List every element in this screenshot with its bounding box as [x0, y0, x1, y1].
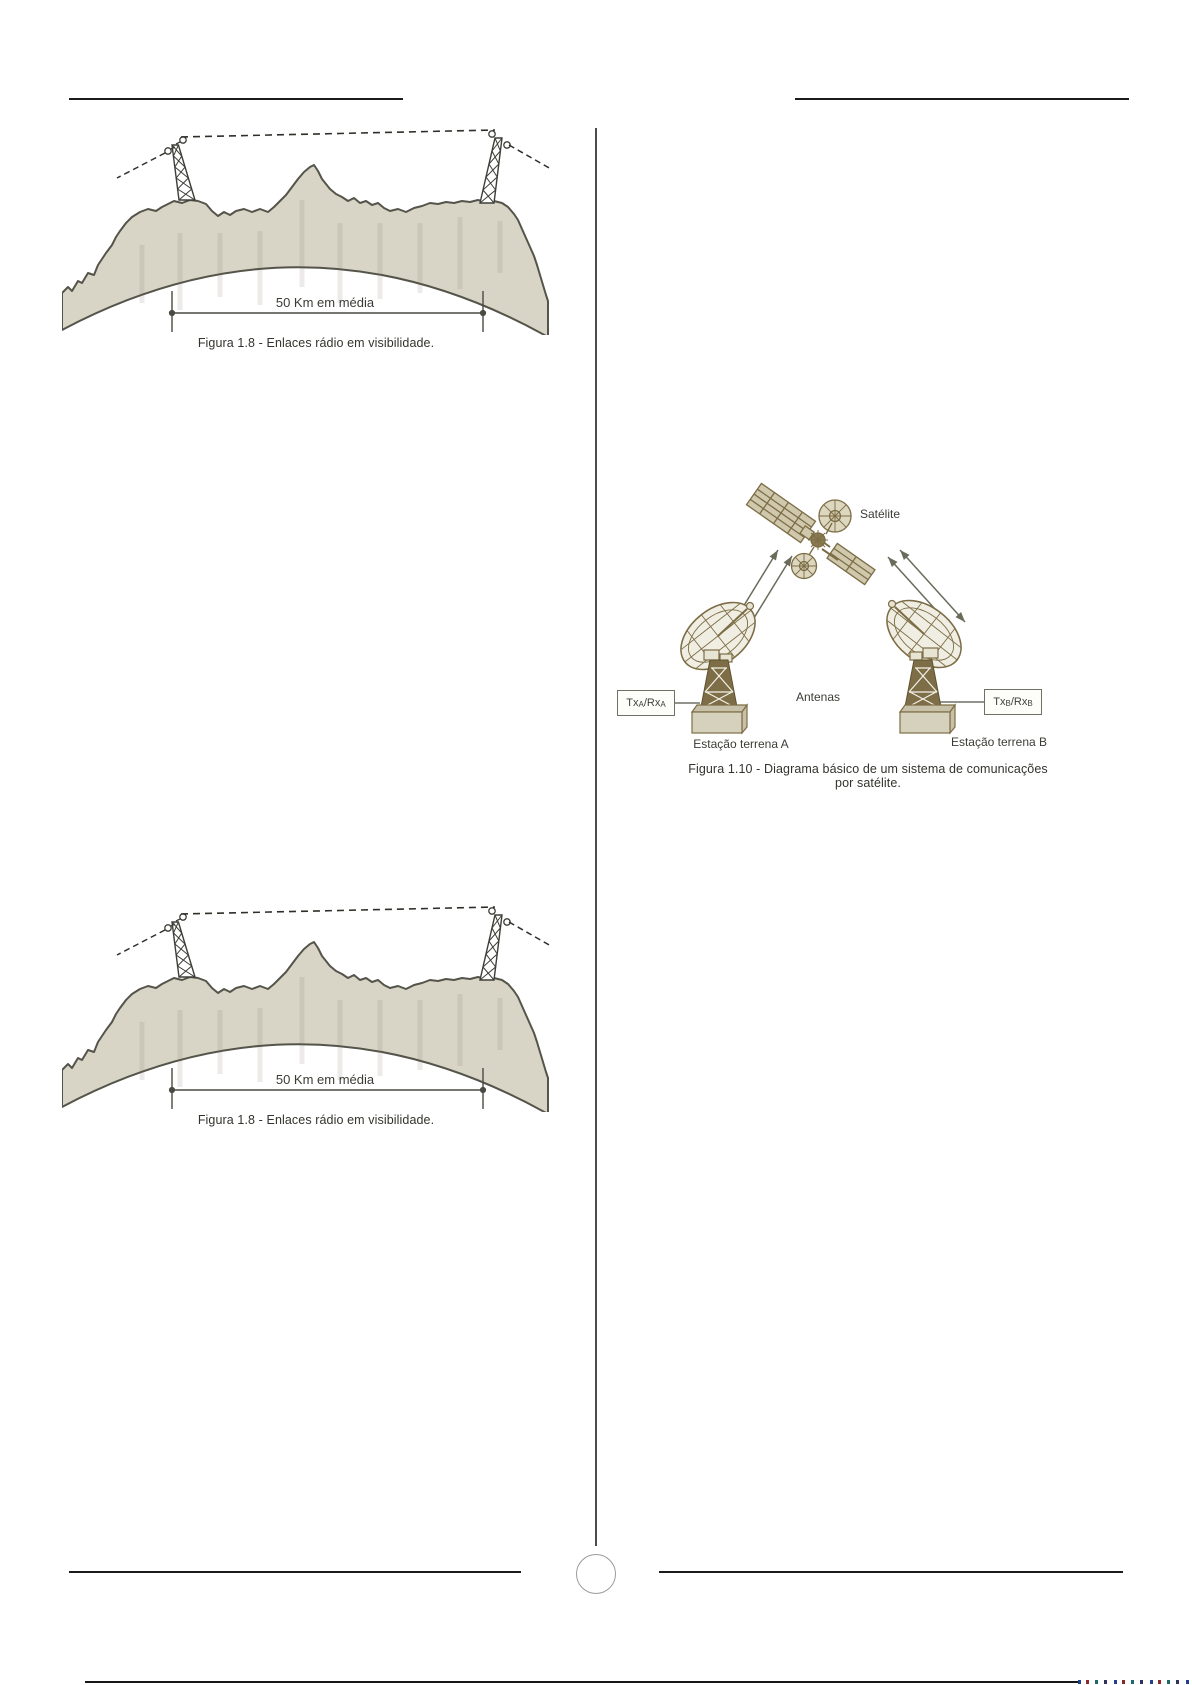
page-number-circle — [576, 1554, 616, 1594]
footer-rule-right — [659, 1571, 1123, 1573]
header-rule-left — [69, 98, 403, 100]
box-a-sub: A — [660, 700, 666, 709]
box-a-sub: A — [638, 700, 644, 709]
radio-link-drawing — [62, 882, 552, 1112]
print-artifacts — [1078, 1680, 1192, 1684]
footer-rule-left — [69, 1571, 521, 1573]
left-tower-dish-icon — [180, 914, 186, 920]
figure-1-8-top — [62, 105, 552, 357]
left-outward-dashed — [117, 930, 165, 955]
base-block — [692, 705, 747, 712]
box-b-text: /Rx — [1010, 696, 1028, 708]
box-a-text: Tx — [626, 697, 639, 709]
left-tower-dish-icon — [165, 148, 171, 154]
figure-1-8-caption: Figura 1.8 - Enlaces rádio em visibilidade. — [197, 1113, 435, 1127]
right-tower-dish-icon — [489, 131, 495, 137]
right-outward-dashed — [509, 145, 551, 169]
left-tower-dish-icon — [180, 137, 186, 143]
figure-1-8-bottom — [62, 882, 552, 1134]
station-a-label: Estação terrena A — [693, 737, 789, 751]
satellite-dish-large — [819, 500, 851, 534]
distance-label: 50 Km em média — [275, 1072, 375, 1087]
left-tower — [165, 914, 195, 977]
tx-rx-box-a — [617, 690, 675, 716]
line-of-sight-dashed — [181, 130, 495, 137]
base-block — [900, 705, 955, 712]
box-b-text: Tx — [993, 696, 1006, 708]
left-tower-dish-icon — [165, 925, 171, 931]
box-b-sub: B — [1027, 699, 1033, 708]
left-tower — [165, 137, 195, 200]
box-a-text: /Rx — [643, 697, 661, 709]
earth-station-b — [874, 587, 973, 733]
satellite-dish-small — [792, 547, 817, 579]
right-tower-dish-icon — [489, 908, 495, 914]
distance-label: 50 Km em média — [275, 295, 375, 310]
page-bottom-edge-line — [85, 1681, 1078, 1683]
header-rule-right — [795, 98, 1129, 100]
right-tower — [480, 131, 510, 203]
right-outward-dashed — [509, 922, 551, 946]
right-tower — [480, 908, 510, 980]
box-b-sub: B — [1005, 699, 1011, 708]
station-b-label: Estação terrena B — [950, 735, 1048, 749]
column-divider-rule — [595, 128, 597, 1546]
tx-rx-box-b — [984, 689, 1042, 715]
figure-1-10 — [580, 450, 1060, 790]
solar-panel-right — [827, 543, 875, 584]
figure-1-8-caption: Figura 1.8 - Enlaces rádio em visibilidade. — [197, 336, 435, 350]
line-of-sight-dashed — [181, 907, 495, 914]
left-outward-dashed — [117, 153, 165, 178]
antennas-label: Antenas — [795, 690, 841, 704]
satellite-label: Satélite — [860, 507, 901, 521]
earth-station-a — [668, 589, 767, 733]
figure-1-10-caption: Figura 1.10 - Diagrama básico de um sistema de comunicações por satélite. — [688, 762, 1048, 790]
radio-link-drawing — [62, 105, 552, 335]
